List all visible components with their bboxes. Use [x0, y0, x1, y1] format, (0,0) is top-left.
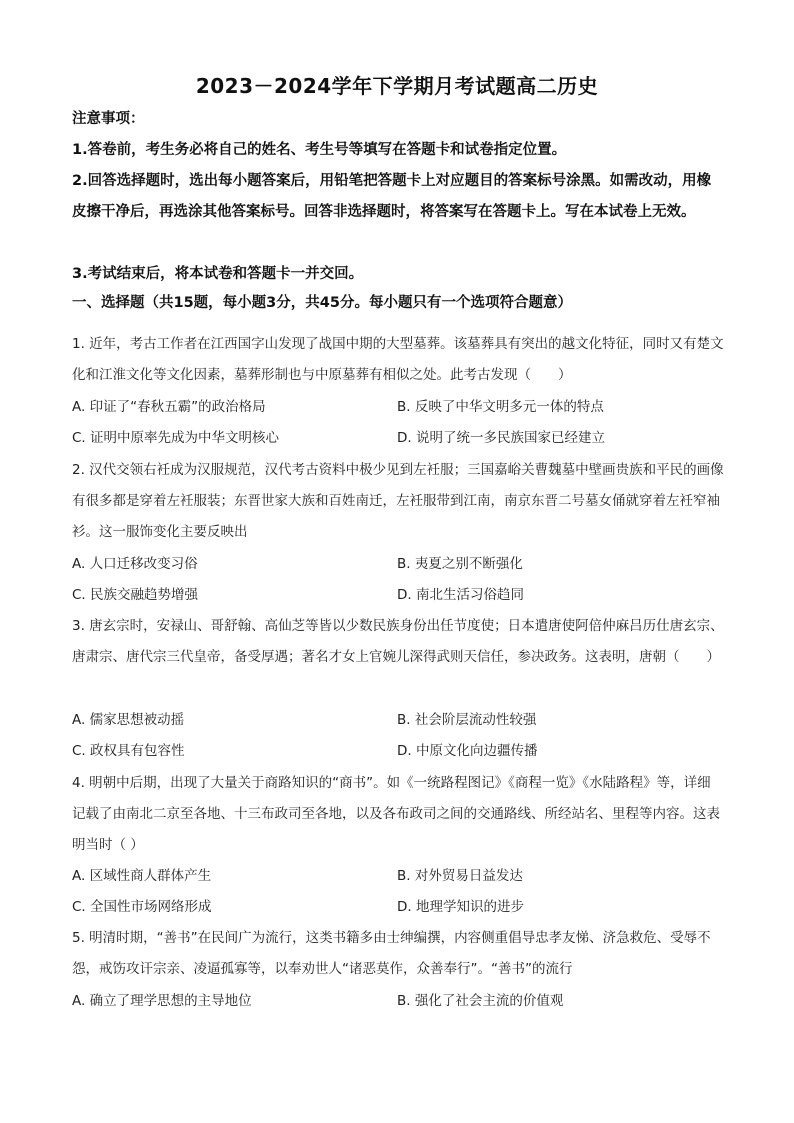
- question-3-options: [72, 705, 724, 767]
- option-c[interactable]: C. 全国性市场网络形成: [72, 899, 212, 915]
- option-b[interactable]: B. 反映了中华文明多元一体的特点: [397, 399, 604, 415]
- page-title: 2023－2024学年下学期月考试题高二历史: [195, 74, 599, 98]
- notice-item-1: 1.答卷前，考生务必将自己的姓名、考生号等填写在答题卡和试卷指定位置。: [72, 142, 567, 158]
- option-a[interactable]: A. 区域性商人群体产生: [72, 868, 212, 884]
- option-d[interactable]: D. 南北生活习俗趋同: [397, 587, 524, 603]
- question-1-stem: 1. 近年，考古工作者在江西国字山发现了战国中期的大型墓葬。该墓葬具有突出的越文化特征，同时又有楚文化和江淮文化等文化因素，墓葬形制也与中原墓葬有相似之处。此考古发现（ ）: [72, 336, 724, 383]
- option-a[interactable]: A. 儒家思想被动摇: [72, 712, 185, 728]
- option-a[interactable]: A. 人口迁移改变习俗: [72, 556, 198, 572]
- notice-heading: 注意事项：: [72, 111, 145, 127]
- question-1-options: [72, 392, 724, 454]
- option-d[interactable]: D. 地理学知识的进步: [397, 899, 524, 915]
- option-b[interactable]: B. 社会阶层流动性较强: [397, 712, 537, 728]
- option-b[interactable]: B. 夷夏之别不断强化: [397, 556, 523, 572]
- option-b[interactable]: B. 强化了社会主流的价值观: [397, 993, 564, 1009]
- option-a[interactable]: A. 确立了理学思想的主导地位: [72, 993, 252, 1009]
- notice-item-2: 2.回答选择题时，选出每小题答案后，用铅笔把答题卡上对应题目的答案标号涂黑。如需改动，用橡皮擦干净后，再选涂其他答案标号。回答非选择题时，将答案写在答题卡上。写在本试卷上无效。: [72, 173, 712, 220]
- option-a[interactable]: A. 印证了“春秋五霸”的政治格局: [72, 399, 266, 415]
- question-5-options: [72, 986, 724, 1017]
- question-3-stem: 3. 唐玄宗时，安禄山、哥舒翰、高仙芝等皆以少数民族身份出任节度使；日本遣唐使阿倍仲麻吕历仕唐玄宗、唐肃宗、唐代宗三代皇帝，备受厚遇；著名才女上官婉儿深得武则天信任，参决政务。这表明，唐朝（ ）: [72, 618, 724, 665]
- question-5-stem: 5. 明清时期，“善书”在民间广为流行，这类书籍多由士绅编撰，内容侧重倡导忠孝友悌、济急救危、受辱不怨，戒饬攻讦宗亲、凌逼孤寡等，以奉劝世人“诸恶莫作，众善奉行”。“善书”的流行: [72, 930, 711, 977]
- notice-item-3: 3.考试结束后，将本试卷和答题卡一并交回。: [72, 266, 364, 282]
- option-b[interactable]: B. 对外贸易日益发达: [397, 868, 523, 884]
- section-heading: 一、选择题（共15题，每小题3分，共45分。每小题只有一个选项符合题意）: [72, 295, 572, 311]
- option-c[interactable]: C. 证明中原率先成为中华文明核心: [72, 430, 280, 446]
- option-c[interactable]: C. 民族交融趋势增强: [72, 587, 199, 603]
- question-4-stem: 4. 明朝中后期，出现了大量关于商路知识的“商书”。如《一统路程图记》《商程一览》《水陆路程》等，详细记载了由南北二京至各地、十三布政司至各地，以及各布政司之间的交通路线、所经站名、里程等内容。这表明当时（ ）: [72, 775, 720, 853]
- question-2-stem: 2. 汉代交领右衽成为汉服规范，汉代考古资料中极少见到左衽服；三国嘉峪关曹魏墓中壁画贵族和平民的画像有很多都是穿着左衽服装；东晋世家大族和百姓南迁，左衽服带到江南，南京东晋二号墓女俑就穿着左衽窄袖衫。这一服饰变化主要反映出: [72, 462, 724, 540]
- question-4-options: [72, 861, 724, 923]
- option-c[interactable]: C. 政权具有包容性: [72, 743, 185, 759]
- option-d[interactable]: D. 中原文化向边疆传播: [397, 743, 538, 759]
- option-d[interactable]: D. 说明了统一多民族国家已经建立: [397, 430, 605, 446]
- question-2-options: [72, 549, 724, 611]
